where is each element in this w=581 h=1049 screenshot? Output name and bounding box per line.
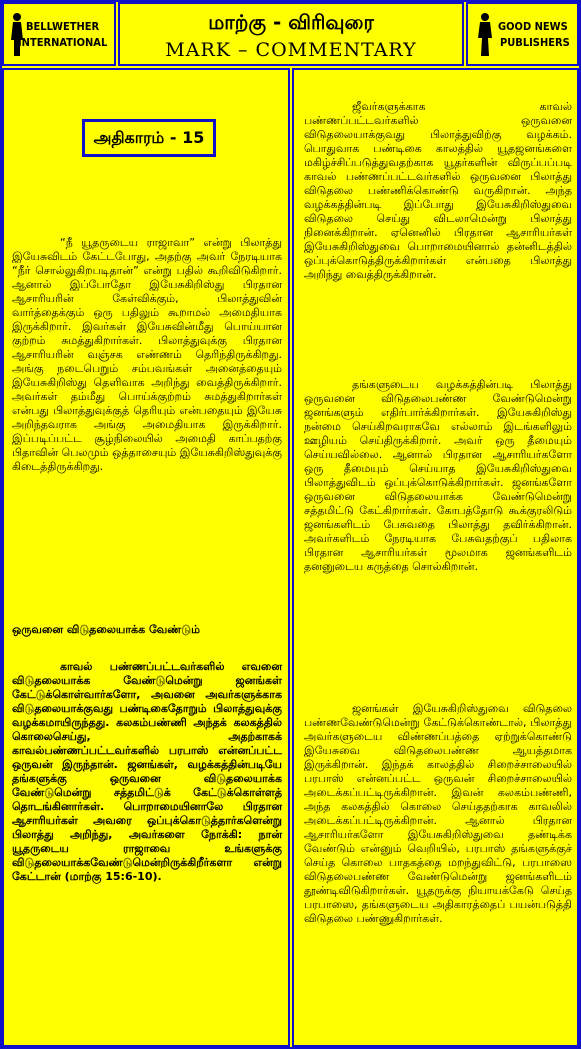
- left-paragraph-2-text: காவல் பண்ணப்பட்டவர்களில் எவனை விடுதலையாக்க வேண்டுமென்று ஜனங்கள் கேட்டுக்கொள்வார்களோ, அவனை அவர்களுக்காக விடுதலையாக்குவது பண்டிகைதோறும் பிலாத்துவுக்கு வழக்கமாயிருந்தது. கலகம்பண்ணி அந்தக் கலகத்தில் கொலைசெய்து, அதற்காகக் காவல்பண்ணப்பட்டவர்களில் பரபாஸ் என்னப்பட்ட ஒருவன் இருந்தான். ஜனங்கள், வழக்கத்தின்படியே தங்களுக்கு ஒருவனை விடுதலையாக்க வேண்டுமென்று சத்தமிட்டுக் கேட்டுக்கொள்ளத் தொடங்கினார்கள். பொறாமையினாலே பிரதான ஆசாரியர்கள் அவரை ஒப்புக்கொடுத்தார்களென்று பிலாத்து அறிந்து, அவர்களை நோக்கி: நான் யூதருடைய ராஜாவை உங்களுக்கு விடுதலையாக்கவேண்டுமென்றிருக்கிறீர்களா என்று கேட்டான் (மாற்கு 15:6-10).: [12, 660, 282, 883]
- right-paragraph-3-text: ஜனங்கள் இயேசுகிறிஸ்துவை விடுதலை பண்ணவேண்டுமென்று கேட்டுக்கொண்டால், பிலாத்து அவர்களுடைய விண்ணப்பத்தை ஏற்றுக்கொண்டு இயேசுவை விடுதலைபண்ண ஆயத்தமாக இருக்கிறான். இந்தக் காலத்தில் சிறைச்சாலையில் பரபாஸ் என்னப்பட்ட ஒருவன் சிறைச்சாலையில் அடைக்கப்பட்டிருக்கிறான். இவன் கலகம்பண்ணி, அந்த கலகத்தில் கொலை செய்ததற்காக காவலில் அடைக்கப்பட்டிருக்கிறான். ஆனால் பிரதான ஆசாரியர்களோ இயேசுகிறிஸ்துவை தண்டிக்க வேண்டும் என்னும் வெறியில், பரபாஸ் தங்களுக்குச் செய்த கொலை பாதகத்தை மறந்துவிட்டு, பரபாஸை விடுதலைபண்ண வேண்டுமென்று ஜனங்களிடம் தூண்டிவிடுகிறார்கள். யூதருக்கு நியாயக்கேடு செய்த பரபாஸை, தங்களுடைய அதிகாரத்தைப் பயன்படுத்தி விடுதலை பண்ணுகிறார்கள்.: [304, 702, 572, 925]
- left-paragraph-1-text: “நீ யூதருடைய ராஜாவா” என்று பிலாத்து இயேசுவிடம் கேட்டபோது, அதற்கு அவர் நேரடியாக “நீர் சொல்லுகிறபடிதான்” என்று பதில் கூறிவிடுகிறார். ஆனால் இப்போதோ இயேசுகிறிஸ்து பிரதான ஆசாரியரின் கேள்விக்கும், பிலாத்துவின் வார்த்தைக்கும் ஒரு பதிலும் கூறாமல் அமைதியாக இருக்கிறார். இவர்கள் இயேசுவின்மீது பொய்யான குற்றம் சுமத்துகிறார்கள். பிலாத்துவுக்கு பிரதான ஆசாரியரின் வஞ்சக எண்ணம் தெரிந்திருக்கிறது. அங்கு நடைபெறும் சம்பவங்கள் அனைத்தையும் இயேசுகிறிஸ்து தெளிவாக அறிந்து வைத்திருக்கிறார். அவர்கள் தம்மீது பொய்க்குற்றம் சுமத்துகிறார்கள் என்பது பிலாத்துவுக்குத் தெரியும் என்பதையும் இயேசு அறிந்தவராக அங்கு அமைதியாக இருக்கிறார். இப்படிப்பட்ட சூழ்நிலையில் அமைதி காப்பதற்கு பிதாவின் பெலமும் ஒத்தாசையும் இயேசுகிறிஸ்துவுக்கு கிடைத்திருக்கிறது.: [12, 236, 282, 473]
- title-box: [118, 2, 464, 66]
- right-paragraph-3: [304, 702, 572, 926]
- left-paragraph-1: [12, 236, 282, 474]
- left-logo-line1: BELLWETHER: [26, 20, 100, 33]
- title-tamil: மாற்கு - விரிவுரை: [208, 10, 374, 34]
- left-column: [2, 68, 290, 1047]
- right-paragraph-1: [304, 100, 572, 282]
- right-logo-box: [466, 2, 579, 66]
- left-logo-box: [2, 2, 116, 66]
- left-paragraph-2: [12, 660, 282, 884]
- right-logo-line2: PUBLISHERS: [500, 36, 570, 49]
- right-column: [292, 68, 579, 1047]
- good-news-figure-icon: [476, 12, 494, 58]
- left-logo-line2: INTERNATIONAL: [18, 36, 108, 49]
- right-paragraph-1-text: ஜீவர்களுக்காக காவல் பண்ணப்பட்டவர்களில் ஒருவனை விடுதலையாக்குவது பிலாத்துவிற்கு வழக்கம். பொதுவாக பண்டிகை காலத்தில் யூதஜனங்களை மகிழ்ச்சிப்படுத்துவதற்காக யூதர்களின் விருப்பப்படி காவல் பண்ணப்பட்டவர்களில் ஒருவனை பிலாத்து விடுதலை பண்ணிக்கொண்டு வருகிறான். அந்த வழக்கத்தின்படி இப்போது இயேசுகிறிஸ்துவை விடுதலை செய்து விடலாமென்று பிலாத்து நினைக்கிறான். ஏனெனில் பிரதான ஆசாரியர்கள் இயேசுகிறிஸ்துவை பொறாமையினால் தன்னிடத்தில் ஒப்புக்கொடுத்திருக்கிறார்கள் என்பதை பிலாத்து அறிந்து வைத்திருக்கிறான்.: [304, 100, 572, 281]
- right-paragraph-2: [304, 378, 572, 574]
- right-paragraph-2-text: தங்களுடைய வழக்கத்தின்படி பிலாத்து ஒருவனை விடுதலைபண்ண வேண்டுமென்று ஜனங்களும் எதிர்பார்க்கிறார்கள். இயேசுகிறிஸ்து நன்மை செய்கிறவராகவே எல்லாம் இடங்களிலும் ஊழியம் செய்திருக்கிறார். அவர் ஒரு தீமையும் செய்யவில்லை. ஆனால் பிரதான ஆசாரியர்களோ ஒரு தீமையும் செய்யாத இயேசுகிறிஸ்துவை பிலாத்துவிடம் ஒப்புக்கொடுக்கிறார்கள். ஜனங்களோ ஒருவனை விடுதலையாக்க வேண்டுமென்று சத்தமிட்டு கேட்கிறார்கள். கோபத்தோடு கூக்குரலிடும் ஜனங்களிடம் பேசுவதை பிலாத்து தவிர்க்கிறான். அவர்களிடம் நேரடியாக பேசுவதற்குப் பதிலாக பிரதான ஆசாரியர்கள் மூலமாக ஜனங்களிடம் தனனுடைய கருத்தை சொல்கிறான்.: [304, 378, 572, 573]
- section-heading: ஒருவனை விடுதலையாக்க வேண்டும்: [12, 623, 200, 636]
- title-english: MARK – COMMENTARY: [165, 39, 417, 61]
- bellwether-figure-icon: [8, 12, 26, 58]
- header: [2, 2, 579, 68]
- right-logo-line1: GOOD NEWS: [498, 20, 568, 33]
- chapter-label: அதிகாரம் - 15: [82, 119, 216, 157]
